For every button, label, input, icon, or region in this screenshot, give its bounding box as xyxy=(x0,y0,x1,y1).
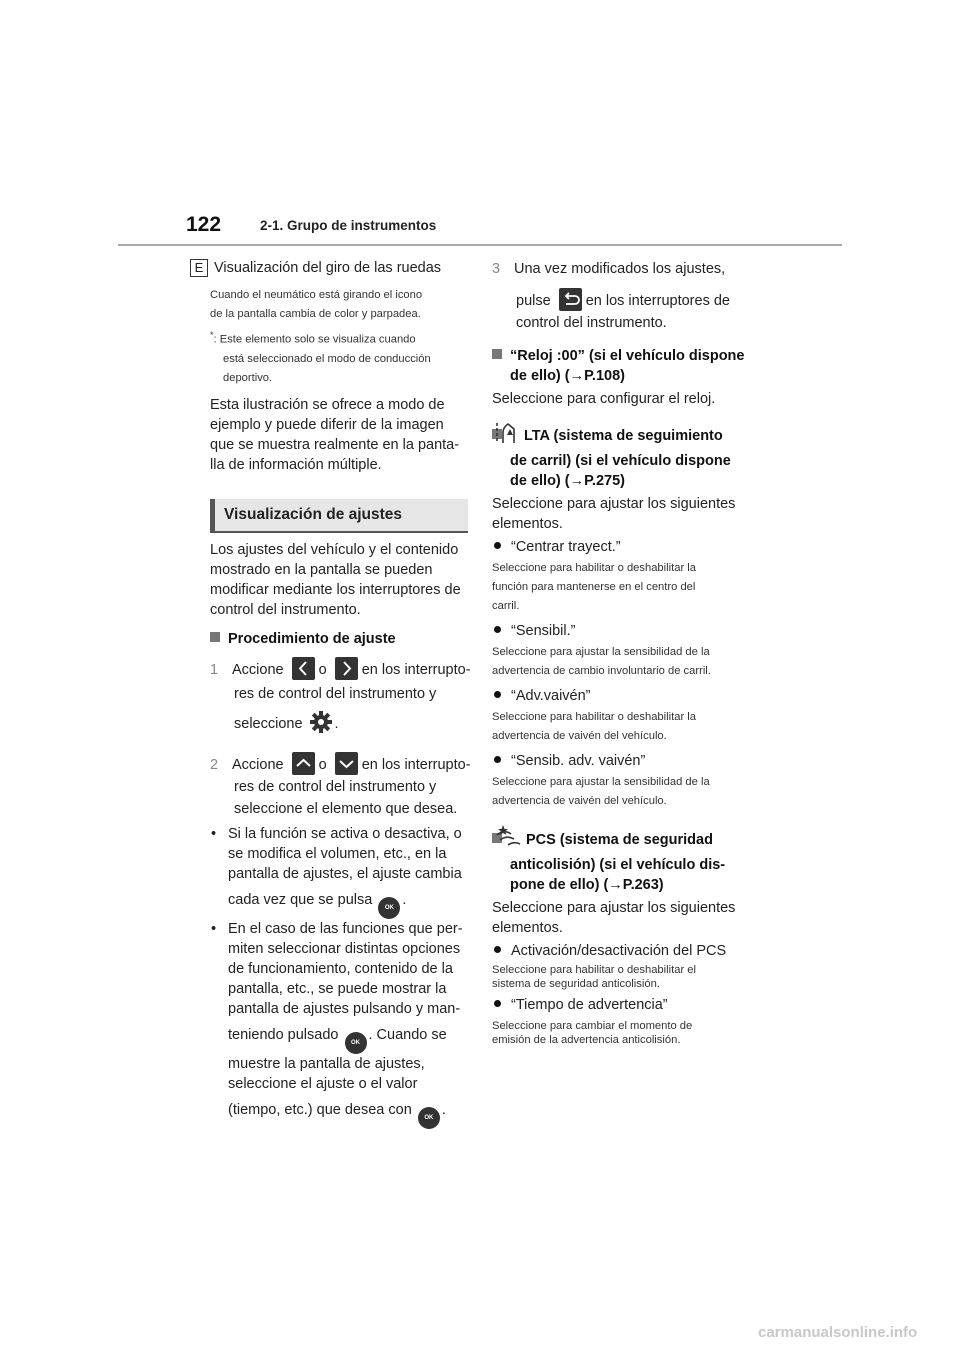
gear-icon xyxy=(309,710,333,742)
lta-item-3-desc: Seleccione para habilitar o deshabilitar la advertencia de vaivén del vehículo. xyxy=(492,711,696,742)
back-icon xyxy=(559,288,582,311)
lta-item-4: “Sensib. adv. vaivén” xyxy=(492,751,754,771)
step-1: 1 Accione o en los interrupto- res de control del instrumento y seleccione . xyxy=(210,657,472,742)
section-heading xyxy=(210,499,472,533)
lta-item-2-desc: Seleccione para ajustar la sensibilidad de la advertencia de cambio involuntario de carril. xyxy=(492,646,711,677)
pcs-title: PCS (sistema de seguridad anticolisión) (si el vehículo dis- pone de ello) (→P.263) xyxy=(492,825,754,895)
lta-item-3: “Adv.vaivén” xyxy=(492,686,754,706)
pcs-item-1: Activación/desactivación del PCS xyxy=(492,941,754,961)
left-arrow-icon xyxy=(292,657,315,680)
page-number: 122 xyxy=(186,213,222,236)
reloj-title: “Reloj :00” (si el vehículo dispone de ello) (→P.108) xyxy=(492,346,754,386)
bullet-2: • En el caso de las funciones que per- miten seleccionar distintas opciones de funcionamiento, contenido de la pantalla, etc., se puede mostrar la pantalla de ajustes pulsando y man- teniendo pulsado OK . Cuando se muestre la pantalla de ajustes, seleccione el ajuste o el valor (tiempo, etc.) que desea con OK . xyxy=(210,919,472,1129)
step-3: 3 Una vez modificados los ajustes, pulse en los interruptores de control del instrumento. xyxy=(492,261,730,331)
pcs-collision-icon xyxy=(512,825,522,855)
intro-paragraph: Los ajustes del vehículo y el contenido mostrado en la pantalla se pueden modificar mediante los interruptores de control del instrumento. xyxy=(210,541,461,618)
ok-button-icon: OK xyxy=(378,897,400,919)
e-desc: Cuando el neumático está girando el icono de la pantalla cambia de color y parpadea. xyxy=(210,289,423,320)
e-marker: E xyxy=(190,259,208,277)
lta-item-2: “Sensibil.” xyxy=(492,621,754,641)
lta-item-1-desc: Seleccione para habilitar o deshabilitar la función para mantenerse en el centro del carril. xyxy=(492,562,696,612)
header-rule xyxy=(118,244,842,246)
lta-lane-icon xyxy=(512,421,520,451)
pcs-item-2-desc: Seleccione para cambiar el momento de emisión de la advertencia anticolisión. xyxy=(492,1020,693,1046)
up-arrow-icon xyxy=(292,752,315,775)
section-header: 2-1. Grupo de instrumentos xyxy=(260,218,437,233)
pcs-item-1-desc: Seleccione para habilitar o deshabilitar el sistema de seguridad anticolisión. xyxy=(492,964,696,990)
down-arrow-icon xyxy=(335,752,358,775)
lta-desc: Seleccione para ajustar los siguientes elementos. xyxy=(492,496,736,532)
square-bullet-icon xyxy=(210,632,220,642)
note: *: Este elemento solo se visualiza cuando está seleccionado el modo de conducción deportivo. xyxy=(210,330,431,384)
lta-title: LTA (sistema de seguimiento de carril) (si el vehículo dispone de ello) (→P.275) xyxy=(492,421,754,491)
right-arrow-icon xyxy=(335,657,358,680)
lta-item-1: “Centrar trayect.” xyxy=(492,537,754,557)
right-column xyxy=(492,258,754,1047)
bullet-1: • Si la función se activa o desactiva, o se modifica el volumen, etc., en la pantalla de ajustes, el ajuste cambia cada vez que se pulsa OK . xyxy=(210,824,472,919)
e-item-title: E Visualización del giro de las ruedas xyxy=(190,258,472,278)
illustration-note: Esta ilustración se ofrece a modo de ejemplo y puede diferir de la imagen que se muestra realmente en la panta- lla de información múltiple. xyxy=(210,396,460,473)
lta-item-4-desc: Seleccione para ajustar la sensibilidad de la advertencia de vaivén del vehículo. xyxy=(492,776,710,807)
section-title: Visualización de ajustes xyxy=(210,499,468,531)
left-column xyxy=(194,258,472,1129)
reloj-desc: Seleccione para configurar el reloj. xyxy=(492,391,716,407)
ok-button-icon: OK xyxy=(418,1107,440,1129)
step-2: 2 Accione o en los interrupto- res de control del instrumento y seleccione el elemento que desea. xyxy=(210,752,472,820)
procedure-title: Procedimiento de ajuste xyxy=(210,629,472,649)
square-bullet-icon xyxy=(492,349,502,359)
watermark: carmanualsonline.info xyxy=(758,1324,918,1341)
ok-button-icon: OK xyxy=(345,1032,367,1054)
pcs-desc: Seleccione para ajustar los siguientes elementos. xyxy=(492,900,736,936)
pcs-item-2: “Tiempo de advertencia” xyxy=(492,995,754,1015)
